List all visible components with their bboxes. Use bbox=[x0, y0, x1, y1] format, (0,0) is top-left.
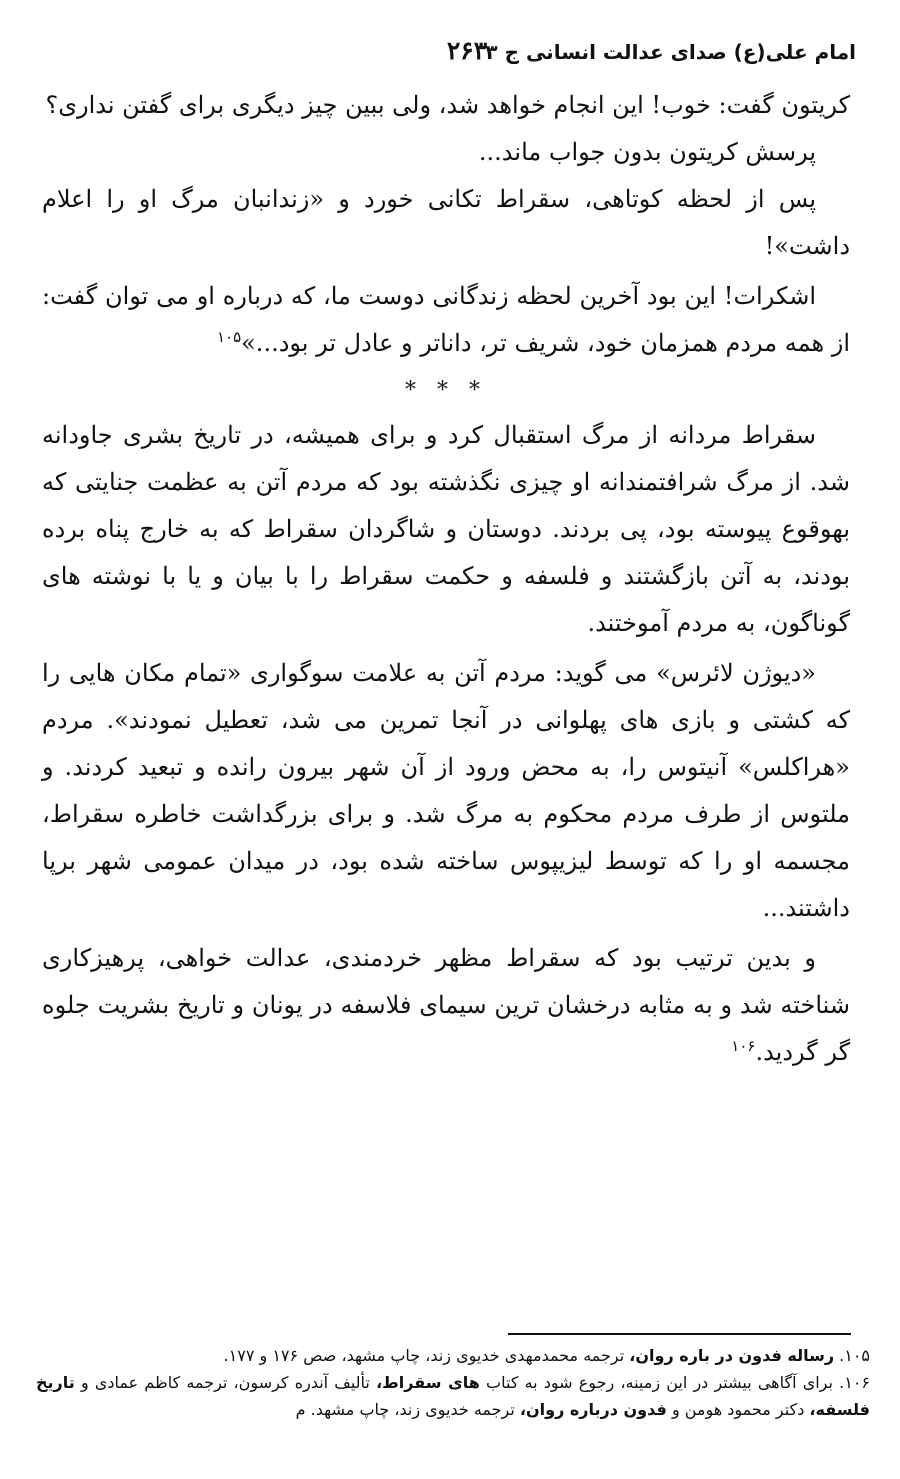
footnote-106-title-3: فدون درباره روان، bbox=[519, 1400, 667, 1419]
footnote-105-title: رساله فدون در باره روان، bbox=[629, 1346, 835, 1365]
running-title: امام علی(ع) صدای عدالت انسانی ج ۳ bbox=[485, 40, 856, 64]
section-separator: * * * bbox=[405, 378, 487, 403]
footnote-ref-106: ۱۰۶ bbox=[731, 1037, 756, 1055]
footnote-106-text-1: برای آگاهی بیشتر در این زمینه، رجوع شود به کتاب bbox=[486, 1373, 833, 1392]
footnote-106-title-1: های سقراط، bbox=[376, 1373, 480, 1392]
paragraph-final-moment bbox=[42, 273, 850, 367]
footnote-106-title-2: تاریخ فلسفه، bbox=[36, 1373, 870, 1419]
main-text bbox=[42, 82, 850, 1079]
paragraph-conclusion bbox=[42, 935, 850, 1076]
footnote-106-text-2: تألیف آندره کرسون، ترجمه کاظم عمادی و bbox=[80, 1373, 370, 1392]
paragraph-kriton-question: کریتون گفت: خوب! این انجام خواهد شد، ولی ببین چیز دیگری برای گفتن نداری؟ bbox=[45, 91, 850, 119]
paragraph-no-answer: پرسش کریتون بدون جواب ماند... bbox=[478, 138, 816, 166]
footnote-105-number: ۱۰۵. bbox=[839, 1346, 870, 1365]
footnote-106 bbox=[36, 1369, 870, 1423]
footnote-106-text-3: دکتر محمود هومن و bbox=[671, 1400, 805, 1419]
paragraph-final-moment-text: اشکرات! این بود آخرین لحظه زندگانی دوست ما، که درباره او می توان گفت: از همه مردم همزمان خود، شریف تر، داناتر و عادل تر بود...» bbox=[42, 282, 850, 357]
footnotes-divider bbox=[508, 1333, 851, 1335]
footnote-ref-105: ۱۰۵ bbox=[216, 328, 242, 346]
footnote-106-number: ۱۰۶. bbox=[839, 1373, 871, 1392]
paragraph-conclusion-text: و بدین ترتیب بود که سقراط مظهر خردمندی، عدالت خواهی، پرهیزکاری شناخته شد و به مثابه درخشان ترین سیمای فلاسفه در یونان و تاریخ بشریت جلوه گر گردید. bbox=[42, 944, 850, 1066]
paragraph-death-legacy: سقراط مردانه از مرگ استقبال کرد و برای همیشه، در تاریخ بشری جاودانه شد. از مرگ شرافتمندانه او چیزی نگذشته بود که مردم آتن به عظمت جنایتی که بهوقوع پیوسته بود، پی بردند. دوستان و شاگردان سقراط که به خارج پناه برده بودند، به آتن بازگشتند و فلسفه و حکمت سقراط را با بیان و یا با نوشته های گوناگون، به مردم آموختند. bbox=[42, 421, 850, 637]
paragraph-diogenes: «دیوژن لائرس» می گوید: مردم آتن به علامت سوگواری «تمام مکان هایی را که کشتی و بازی های پهلوانی در آنجا تمرین می شد، تعطیل نمودند». مردم «هراکلس» آنیتوس را، به محض ورود از آن شهر بیرون رانده و تبعید کردند. و ملتوس از طرف مردم محکوم به مرگ شد. و برای بزرگداشت خاطره سقراط، مجسمه او را که توسط لیزیپوس ساخته شده بود، در میدان عمومی شهر برپا داشتند... bbox=[42, 659, 850, 922]
paragraph-jailer: پس از لحظه کوتاهی، سقراط تکانی خورد و «زندانبان مرگ او را اعلام داشت»! bbox=[42, 185, 850, 260]
footnote-105 bbox=[36, 1342, 870, 1369]
footnote-106-text-4: ترجمه خدیوی زند، چاپ مشهد. م bbox=[295, 1400, 515, 1419]
footnote-105-text: ترجمه محمدمهدی خدیوی زند، چاپ مشهد، صص ۱۷۶ و ۱۷۷. bbox=[223, 1346, 625, 1365]
footnotes bbox=[36, 1342, 870, 1423]
page-header bbox=[44, 38, 856, 78]
page-number: ۲۶۳ bbox=[446, 36, 488, 65]
